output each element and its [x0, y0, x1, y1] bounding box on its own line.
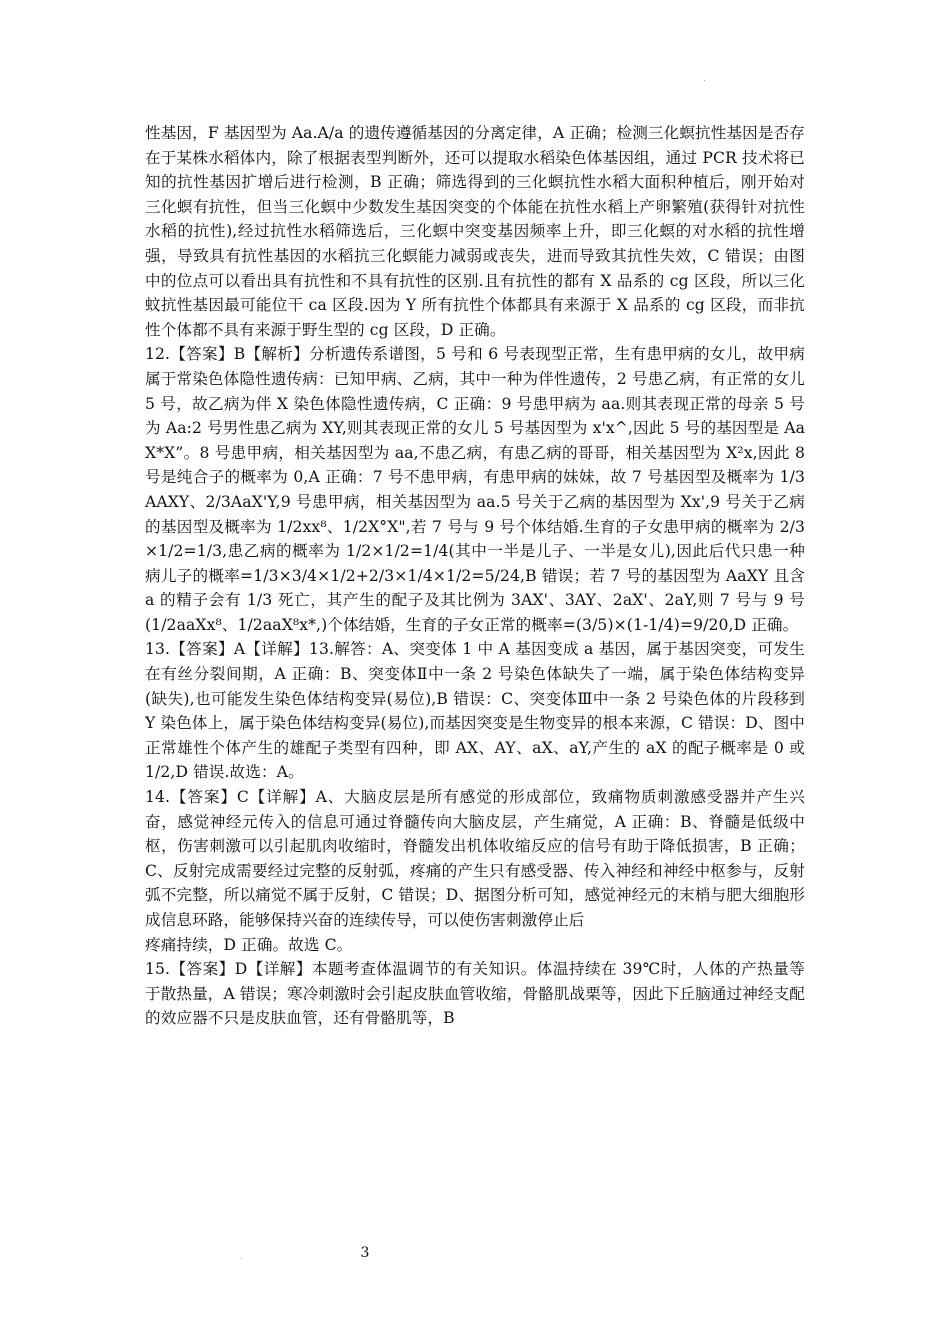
- paragraph-q11-continued: 性基因，F 基因型为 Aa.A/a 的遗传遵循基因的分离定律，A 正确；检测三化螟抗性基因是否存在于某株水稻体内，除了根据表型判断外，还可以提取水稻染色体基因组，通过 PCR 技术将已知的抗性基因扩增后进行检测，B 正确；筛选得到的三化螟抗性水稻大面积种植后，刚开始对三化螟有抗性，但当三化螟中少数发生基因突变的个体能在抗性水稻上产卵繁殖(获得针对抗性水稻的抗性),经过抗性水稻筛选后，三化螟中突变基因频率上升，即三化螟的对水稻的抗性增强，导致具有抗性基因的水稻抗三化螟能力减弱或丧失，进而导致其抗性失效，C 错误；由图中的位点可以看出具有抗性和不具有抗性的区别.且有抗性的都有 X 品系的 cg 区段，所以三化蚊抗性基因最可能位干 ca 区段.因为 Y 所有抗性个体都具有来源于 X 品系的 cg 区段，而非抗性个体都不具有来源于野生型的 cg 区段，D 正确。: [145, 124, 805, 339]
- bottom-mark: .: [240, 1252, 243, 1261]
- answer-explanations: [145, 121, 805, 1031]
- corner-mark: .: [703, 74, 706, 84]
- paragraph-q14: 14.【答案】C【详解】A、大脑皮层是所有感觉的形成部位，致痛物质刺激感受器并产生兴奋，感觉神经元传入的信息可通过脊髓传向大脑皮层，产生痛觉，A 正确：B、脊髓是低级中枢，伤害刺激可以引起肌肉收缩时，脊髓发出机体收缩反应的信号有助于降低损害，B 正确；C、反射完成需要经过完整的反射弧，疼痛的产生只有感受器、传入神经和神经中枢参与，反射弧不完整，所以痛觉不属于反射，C 错误；D、据图分析可知，感觉神经元的末梢与肥大细胞形成信息环路，能够保持兴奋的连续传导，可以使伤害刺激停止后: [145, 788, 805, 929]
- page-number: 3: [360, 1245, 370, 1261]
- paragraph-q14-continued: 疼痛持续，D 正确。故选 C。: [145, 935, 353, 954]
- paragraph-q12: 12.【答案】B【解析】分析遗传系谱图，5 号和 6 号表现型正常，生有患甲病的女儿，故甲病属于常染色体隐性遗传病：已知甲病、乙病，其中一种为伴性遗传，2 号患乙病，有正常的女儿 5 号，故乙病为伴 X 染色体隐性遗传病，C 正确：9 号患甲病为 aa.则其表现正常的母亲 5 号为 Aa:2 号男性患乙病为 XY,则其表现正常的女儿 5 号基因型为 x'x^,因此 5 号的基因型是 AaX*X”。8 号患甲病，相关基因型为 aa,不患乙病，有患乙病的哥哥，相关基因型为 X²x,因此 8 号是纯合子的概率为 0,A 正确：7 号不患甲病，有患甲病的妹妹，故 7 号基因型及概率为 1/3AAXY、2/3AaX'Y,9 号患甲病，相关基因型为 aa.5 号关于乙病的基因型为 Xx',9 号关于乙病的基因型及概率为 1/2xx⁸、1/2X°X",若 7 号与 9 号个体结婚.生育的子女患甲病的概率为 2/3×1/2=1/3,患乙病的概率为 1/2×1/2=1/4(其中一半是儿子、一半是女儿),因此后代只患一种病儿子的概率=1/3×3/4×1/2+2/3×1/4×1/2=5/24,B 错误；若 7 号的基因型为 AaXY 且含 a 的精子会有 1/3 死亡，其产生的配子及其比例为 3AX'、3AY、2aX'、2aY,则 7 号与 9 号(1/2aaXx⁸、1/2aaX⁸x*,)个体结婚，生育的子女正常的概率=(3/5)×(1-1/4)=9/20,D 正确。: [145, 345, 805, 634]
- paragraph-q15: 15.【答案】D【详解】本题考查体温调节的有关知识。体温持续在 39℃时，人体的产热量等于散热量，A 错误；寒冷刺激时会引起皮肤血管收缩，骨骼肌战栗等，因此下丘脑通过神经支配的效应器不只是皮肤血管，还有骨骼肌等，B: [145, 960, 805, 1028]
- paragraph-q13: 13.【答案】A【详解】13.解答：A、突变体 1 中 A 基因变成 a 基因，属于基因突变，可发生在有丝分裂间期，A 正确：B、突变体Ⅱ中一条 2 号染色体缺失了一端，属于染色体结构变异(缺失),也可能发生染色体结构变异(易位),B 错误：C、突变体Ⅲ中一条 2 号染色体的片段移到 Y 染色体上，属于染色体结构变异(易位),而基因突变是生物变异的根本来源，C 错误：D、图中正常雄性个体产生的雄配子类型有四种，即 AX、AY、aX、aY,产生的 aX 的配子概率是 0 或 1/2,D 错误.故选：A。: [145, 640, 805, 782]
